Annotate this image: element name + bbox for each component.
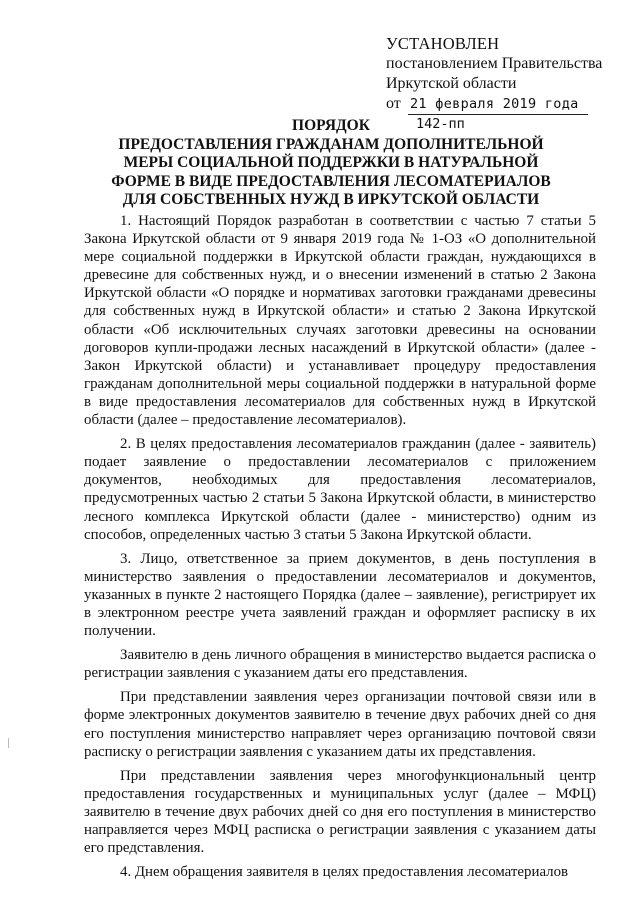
approval-date-line	[386, 94, 616, 115]
approval-heading: УСТАНОВЛЕН	[386, 34, 500, 53]
approval-number: 142-пп	[416, 116, 465, 132]
title-subject: ПРЕДОСТАВЛЕНИЯ ГРАЖДАНАМ ДОПОЛНИТЕЛЬНОЙ МЕРЫ СОЦИАЛЬНОЙ ПОДДЕРЖКИ В НАТУРАЛЬНОЙ ФОРМЕ В ВИДЕ ПРЕДОСТАВЛЕНИЯ ЛЕСОМАТЕРИАЛОВ ДЛЯ СОБСТВЕННЫХ НУЖД В ИРКУТСКОЙ ОБЛАСТИ	[111, 135, 551, 209]
scan-margin-mark	[8, 738, 9, 748]
paragraph-1: 1. Настоящий Порядок разработан в соответствии с частью 7 статьи 5 Закона Иркутской области от 9 января 2019 года № 1-ОЗ «О дополнительной мере социальной поддержки в Иркутской области граждан, нуждающихся в древесине для собственных нужд, и о внесении изменений в статью 2 Закона Иркутской области «О порядке и нормативах заготовки гражданами древесины для собственных нужд в Иркутской области» и статью 2 Закона Иркутской области «Об исключительных случаях заготовки древесины на основании договоров купли-продажи лесных насаждений в Иркутской области» (далее - Закон Иркутской области) и устанавливает процедуру предоставления гражданам дополнительной меры социальной поддержки в натуральной форме в виде предоставления лесоматериалов для собственных нужд в Иркутской области (далее – предоставление лесоматериалов).	[84, 213, 596, 429]
approval-line-1: постановлением Правительства	[386, 55, 603, 72]
paragraph-3: 3. Лицо, ответственное за прием документов, в день поступления в министерство заявления о предоставлении лесоматериалов и документов, указанных в пункте 2 настоящего Порядка (далее – заявление), регистрирует их в электронном реестре учета заявлений граждан и оформляет расписку в их получении.	[84, 550, 596, 640]
document-body	[84, 212, 596, 886]
document-title	[96, 117, 566, 210]
approval-date: 21 февраля 2019 года	[408, 94, 588, 115]
date-prefix: от	[386, 95, 401, 112]
title-word: ПОРЯДОК	[292, 117, 370, 134]
paragraph-3-personal: Заявителю в день личного обращения в министерство выдается расписка о регистрации заявления с указанием даты его представления.	[84, 647, 596, 682]
paragraph-3-mfc: При представлении заявления через многофункциональный центр предоставления государственных и муниципальных услуг (далее – МФЦ) заявителю в течение двух рабочих дней со дня его поступления в министерство направляется через МФЦ расписка о регистрации заявления с указанием даты его представления.	[84, 767, 596, 857]
paragraph-4: 4. Днем обращения заявителя в целях предоставления лесоматериалов	[120, 864, 569, 881]
paragraph-2: 2. В целях предоставления лесоматериалов гражданин (далее - заявитель) подает заявление о предоставлении лесоматериалов с приложением документов, необходимых для предоставления лесоматериалов, предусмотренных частью 2 статьи 5 Закона Иркутской области, в министерство лесного комплекса Иркутской области (далее - министерство) одним из способов, определенных частью 3 статьи 5 Закона Иркутской области.	[84, 436, 596, 543]
paragraph-3-postal: При представлении заявления через организации почтовой связи или в форме электронных документов заявителю в течение двух рабочих дней со дня его поступления министерство направляет через организацию почтовой связи расписку о регистрации заявления с указанием даты их представления.	[84, 689, 596, 760]
approval-line-2: Иркутской области	[386, 75, 517, 92]
